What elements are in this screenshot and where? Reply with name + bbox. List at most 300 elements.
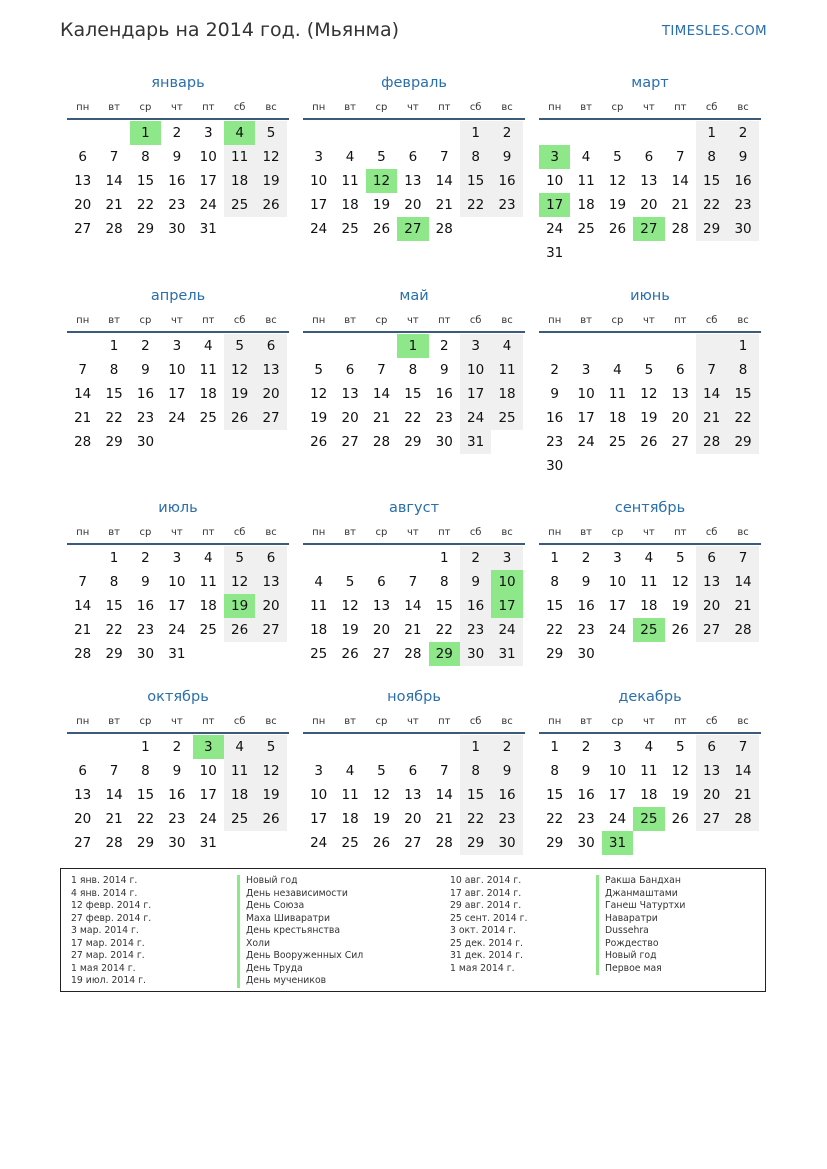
day-cell: 19 [671, 787, 689, 803]
day-cell: 20 [255, 594, 286, 618]
day-cell: 14 [671, 173, 689, 189]
day-cell: 23 [577, 811, 595, 827]
days-grid [303, 334, 525, 454]
weekday-label: сб [705, 716, 718, 727]
day-cell: 1 [460, 735, 491, 759]
holiday-day-cell: 25 [633, 618, 664, 642]
weekday-label: чт [171, 527, 183, 538]
day-cell: 25 [608, 434, 627, 450]
weekday-label: сб [469, 716, 482, 727]
day-cell: 20 [74, 811, 92, 827]
day-cell: 12 [608, 173, 627, 189]
day-cell: 28 [696, 430, 727, 454]
empty-cell [429, 121, 460, 145]
day-cell: 28 [105, 835, 123, 851]
weekday-label: вс [265, 716, 277, 727]
empty-cell [67, 334, 98, 358]
day-cell: 9 [581, 574, 591, 590]
day-cell: 30 [491, 831, 522, 855]
weekday-label: ср [611, 527, 624, 538]
day-cell: 15 [105, 386, 123, 402]
day-cell: 4 [644, 550, 654, 566]
day-cell: 11 [341, 173, 359, 189]
weekday-label: вт [344, 716, 356, 727]
day-cell: 9 [141, 574, 150, 590]
weekday-label: сб [469, 527, 482, 538]
days-grid [67, 121, 289, 241]
day-cell: 10 [608, 763, 627, 779]
holiday-day-cell: 19 [224, 594, 255, 618]
day-cell: 24 [491, 618, 522, 642]
day-cell: 29 [105, 646, 123, 662]
day-cell: 7 [727, 546, 758, 570]
day-cell: 17 [310, 811, 328, 827]
day-cell: 26 [255, 193, 286, 217]
day-cell: 19 [255, 169, 286, 193]
day-cell: 27 [372, 646, 391, 662]
day-cell: 16 [136, 386, 155, 402]
day-cell: 7 [439, 149, 449, 165]
day-cell: 8 [460, 145, 491, 169]
weekday-label: ср [611, 315, 624, 326]
day-cell: 10 [310, 173, 328, 189]
day-cell: 24 [608, 622, 627, 638]
day-cell: 27 [74, 835, 92, 851]
day-cell: 13 [671, 386, 689, 402]
weekday-header [303, 313, 525, 333]
day-cell: 31 [460, 430, 491, 454]
day-cell: 26 [372, 835, 391, 851]
day-cell: 15 [404, 386, 422, 402]
day-cell: 17 [199, 173, 217, 189]
day-cell: 26 [640, 434, 658, 450]
holiday-day-cell: 25 [633, 807, 664, 831]
empty-cell [397, 546, 428, 570]
day-cell: 6 [408, 763, 418, 779]
day-cell: 8 [550, 574, 559, 590]
month-1 [303, 74, 525, 241]
weekday-header [303, 100, 525, 120]
day-cell: 21 [727, 783, 758, 807]
day-cell: 12 [671, 763, 689, 779]
weekday-label: вт [344, 527, 356, 538]
day-cell: 10 [310, 787, 328, 803]
day-cell: 1 [141, 739, 150, 755]
day-cell: 21 [435, 197, 453, 213]
empty-cell [366, 546, 397, 570]
day-cell: 14 [727, 759, 758, 783]
empty-cell [397, 121, 428, 145]
weekday-label: сб [705, 527, 718, 538]
day-cell: 22 [546, 622, 564, 638]
legend-entry: 3 окт. 2014 г. [450, 925, 516, 936]
weekday-label: вс [737, 102, 749, 113]
day-cell: 15 [460, 783, 491, 807]
day-cell: 7 [78, 574, 87, 590]
day-cell: 31 [168, 646, 186, 662]
day-cell: 20 [255, 382, 286, 406]
day-cell: 6 [255, 546, 286, 570]
weekday-label: вс [265, 527, 277, 538]
day-cell: 14 [372, 386, 391, 402]
day-cell: 24 [168, 410, 186, 426]
day-cell: 1 [550, 739, 559, 755]
day-cell: 22 [435, 622, 453, 638]
day-cell: 5 [255, 121, 286, 145]
weekday-label: пн [76, 102, 90, 113]
holiday-day-cell: 17 [491, 594, 522, 618]
month-name: июнь [630, 288, 670, 304]
weekday-label: ср [139, 102, 152, 113]
day-cell: 13 [640, 173, 658, 189]
day-cell: 31 [199, 835, 217, 851]
empty-cell [539, 121, 570, 145]
weekday-label: пн [312, 527, 326, 538]
day-cell: 30 [577, 646, 595, 662]
day-cell: 28 [435, 835, 453, 851]
day-cell: 10 [608, 574, 627, 590]
day-cell: 9 [727, 145, 758, 169]
weekday-label: вс [265, 315, 277, 326]
weekday-label: чт [407, 716, 419, 727]
day-cell: 2 [581, 739, 591, 755]
day-cell: 3 [581, 362, 591, 378]
weekday-label: вс [737, 716, 749, 727]
day-cell: 18 [199, 386, 217, 402]
day-cell: 2 [141, 550, 150, 566]
day-cell: 18 [310, 622, 328, 638]
day-cell: 9 [172, 149, 182, 165]
weekday-label: чт [407, 315, 419, 326]
day-cell: 9 [172, 763, 182, 779]
weekday-label: чт [643, 716, 655, 727]
days-grid [539, 121, 761, 265]
day-cell: 21 [404, 622, 422, 638]
day-cell: 16 [460, 594, 491, 618]
day-cell: 4 [224, 735, 255, 759]
day-cell: 20 [640, 197, 658, 213]
day-cell: 25 [491, 406, 522, 430]
day-cell: 25 [310, 646, 328, 662]
weekday-label: пн [548, 716, 562, 727]
day-cell: 28 [435, 221, 453, 237]
day-cell: 9 [581, 763, 591, 779]
day-cell: 22 [460, 193, 491, 217]
weekday-label: сб [705, 315, 718, 326]
empty-cell [366, 334, 397, 358]
weekday-label: вт [580, 102, 592, 113]
holiday-day-cell: 27 [633, 217, 664, 241]
empty-cell [429, 735, 460, 759]
day-cell: 29 [546, 646, 564, 662]
day-cell: 18 [224, 169, 255, 193]
days-grid [303, 121, 525, 241]
day-cell: 4 [203, 338, 213, 354]
day-cell: 12 [310, 386, 328, 402]
empty-cell [98, 121, 129, 145]
day-cell: 16 [491, 169, 522, 193]
day-cell: 10 [199, 149, 217, 165]
day-cell: 21 [372, 410, 391, 426]
weekday-label: пн [76, 716, 90, 727]
legend-entry: 3 мар. 2014 г. [71, 925, 139, 936]
weekday-label: чт [171, 315, 183, 326]
empty-cell [303, 546, 334, 570]
legend-entry: Ганеш Чатуртхи [596, 900, 685, 913]
day-cell: 27 [341, 434, 359, 450]
weekday-label: пн [76, 527, 90, 538]
day-cell: 6 [255, 334, 286, 358]
day-cell: 6 [408, 149, 418, 165]
day-cell: 19 [608, 197, 627, 213]
day-cell: 20 [372, 622, 391, 638]
empty-cell [665, 121, 696, 145]
day-cell: 10 [460, 358, 491, 382]
day-cell: 20 [341, 410, 359, 426]
day-cell: 26 [341, 646, 359, 662]
weekday-label: пт [674, 315, 687, 326]
day-cell: 21 [696, 406, 727, 430]
legend-entry: День независимости [237, 888, 363, 901]
day-cell: 2 [172, 125, 182, 141]
day-cell: 18 [224, 783, 255, 807]
legend-entry: Холи [237, 938, 363, 951]
weekday-header [303, 525, 525, 545]
weekday-header [67, 100, 289, 120]
day-cell: 18 [491, 382, 522, 406]
day-cell: 28 [671, 221, 689, 237]
days-grid [539, 334, 761, 478]
weekday-label: вт [344, 102, 356, 113]
day-cell: 20 [671, 410, 689, 426]
day-cell: 26 [671, 811, 689, 827]
day-cell: 30 [136, 646, 155, 662]
day-cell: 30 [136, 434, 155, 450]
day-cell: 12 [255, 145, 286, 169]
empty-cell [366, 735, 397, 759]
weekday-label: пт [674, 102, 687, 113]
day-cell: 28 [105, 221, 123, 237]
day-cell: 20 [696, 783, 727, 807]
weekday-label: ср [375, 102, 388, 113]
legend-entry: 1 мая 2014 г. [450, 962, 515, 974]
month-name: октябрь [147, 689, 209, 705]
day-cell: 11 [608, 386, 627, 402]
day-cell: 7 [727, 735, 758, 759]
holiday-day-cell: 29 [429, 642, 460, 666]
day-cell: 17 [168, 598, 186, 614]
day-cell: 22 [136, 811, 155, 827]
day-cell: 23 [727, 193, 758, 217]
day-cell: 12 [671, 574, 689, 590]
day-cell: 7 [439, 763, 449, 779]
empty-cell [334, 546, 365, 570]
day-cell: 17 [577, 410, 595, 426]
day-cell: 10 [546, 173, 564, 189]
day-cell: 26 [224, 618, 255, 642]
day-cell: 22 [696, 193, 727, 217]
days-grid [67, 334, 289, 454]
day-cell: 26 [608, 221, 627, 237]
empty-cell [633, 334, 664, 358]
day-cell: 18 [608, 410, 627, 426]
holiday-legend [60, 868, 766, 992]
day-cell: 16 [727, 169, 758, 193]
day-cell: 13 [404, 173, 422, 189]
day-cell: 9 [460, 570, 491, 594]
day-cell: 2 [141, 338, 150, 354]
day-cell: 6 [675, 362, 685, 378]
day-cell: 4 [345, 149, 355, 165]
day-cell: 30 [727, 217, 758, 241]
day-cell: 4 [644, 739, 654, 755]
weekday-label: пн [76, 315, 90, 326]
day-cell: 24 [199, 197, 217, 213]
day-cell: 2 [491, 735, 522, 759]
weekday-label: ср [375, 527, 388, 538]
day-cell: 26 [255, 807, 286, 831]
day-cell: 10 [168, 574, 186, 590]
day-cell: 25 [577, 221, 595, 237]
day-cell: 22 [105, 622, 123, 638]
weekday-label: сб [469, 315, 482, 326]
empty-cell [334, 334, 365, 358]
legend-entry: 31 дек. 2014 г. [450, 950, 523, 961]
day-cell: 10 [199, 763, 217, 779]
day-cell: 14 [105, 787, 123, 803]
day-cell: 6 [345, 362, 355, 378]
day-cell: 19 [372, 811, 391, 827]
day-cell: 17 [608, 598, 627, 614]
legend-entry: 1 мая 2014 г. [71, 962, 136, 974]
day-cell: 21 [74, 622, 92, 638]
empty-cell [397, 735, 428, 759]
day-cell: 30 [546, 458, 564, 474]
day-cell: 28 [372, 434, 391, 450]
day-cell: 15 [435, 598, 453, 614]
legend-entry: 10 авг. 2014 г. [450, 875, 522, 886]
month-name: июль [158, 500, 198, 516]
day-cell: 14 [435, 787, 453, 803]
legend-entry: Маха Шиваратри [237, 913, 363, 926]
day-cell: 15 [105, 598, 123, 614]
day-cell: 18 [577, 197, 595, 213]
day-cell: 8 [141, 763, 150, 779]
day-cell: 13 [74, 787, 92, 803]
month-8 [539, 499, 761, 666]
weekday-label: вт [108, 527, 120, 538]
legend-entry: 25 сент. 2014 г. [450, 912, 528, 924]
day-cell: 14 [727, 570, 758, 594]
day-cell: 15 [136, 173, 155, 189]
day-cell: 4 [203, 550, 213, 566]
day-cell: 11 [224, 145, 255, 169]
day-cell: 23 [491, 807, 522, 831]
day-cell: 14 [696, 382, 727, 406]
days-grid [539, 735, 761, 855]
weekday-label: вт [580, 716, 592, 727]
day-cell: 6 [78, 763, 87, 779]
day-cell: 3 [314, 763, 323, 779]
day-cell: 7 [675, 149, 685, 165]
day-cell: 5 [613, 149, 622, 165]
day-cell: 14 [74, 598, 92, 614]
day-cell: 6 [78, 149, 87, 165]
legend-left-names [237, 875, 363, 988]
weekday-label: пт [202, 527, 215, 538]
weekday-label: ср [139, 527, 152, 538]
month-0 [67, 74, 289, 241]
day-cell: 21 [727, 594, 758, 618]
weekday-label: вт [108, 102, 120, 113]
day-cell: 20 [404, 197, 422, 213]
month-name: ноябрь [387, 689, 441, 705]
day-cell: 9 [491, 145, 522, 169]
day-cell: 17 [460, 382, 491, 406]
day-cell: 16 [491, 783, 522, 807]
day-cell: 14 [105, 173, 123, 189]
day-cell: 14 [435, 173, 453, 189]
day-cell: 12 [372, 787, 391, 803]
day-cell: 17 [168, 386, 186, 402]
day-cell: 29 [136, 221, 155, 237]
weekday-header [539, 525, 761, 545]
day-cell: 26 [372, 221, 391, 237]
day-cell: 19 [310, 410, 328, 426]
day-cell: 7 [78, 362, 87, 378]
day-cell: 13 [341, 386, 359, 402]
holiday-day-cell: 1 [130, 121, 161, 145]
weekday-label: ср [611, 102, 624, 113]
day-cell: 25 [224, 193, 255, 217]
weekday-label: вс [737, 527, 749, 538]
empty-cell [67, 546, 98, 570]
empty-cell [303, 121, 334, 145]
day-cell: 9 [439, 362, 449, 378]
weekday-label: чт [407, 527, 419, 538]
weekday-label: чт [643, 102, 655, 113]
day-cell: 22 [404, 410, 422, 426]
day-cell: 20 [74, 197, 92, 213]
legend-right-dates [450, 875, 527, 975]
day-cell: 16 [577, 598, 595, 614]
legend-entry: День Труда [237, 963, 363, 976]
empty-cell [366, 121, 397, 145]
legend-entry: Рождество [596, 938, 685, 951]
page-title: Календарь на 2014 год. (Мьянма) [60, 19, 400, 41]
weekday-label: чт [643, 315, 655, 326]
day-cell: 9 [550, 386, 559, 402]
weekday-label: вс [737, 315, 749, 326]
site-link[interactable]: TIMESLES.COM [661, 23, 767, 39]
day-cell: 24 [310, 221, 328, 237]
day-cell: 11 [199, 574, 217, 590]
weekday-label: ср [139, 315, 152, 326]
day-cell: 7 [109, 149, 119, 165]
legend-entry: 12 февр. 2014 г. [71, 900, 152, 911]
day-cell: 16 [168, 173, 186, 189]
day-cell: 25 [341, 835, 359, 851]
empty-cell [696, 334, 727, 358]
legend-entry: 25 дек. 2014 г. [450, 937, 523, 949]
month-9 [67, 688, 289, 855]
holiday-day-cell: 3 [193, 735, 224, 759]
day-cell: 13 [255, 570, 286, 594]
day-cell: 23 [577, 622, 595, 638]
weekday-label: сб [233, 716, 246, 727]
day-cell: 25 [224, 807, 255, 831]
day-cell: 11 [310, 598, 328, 614]
